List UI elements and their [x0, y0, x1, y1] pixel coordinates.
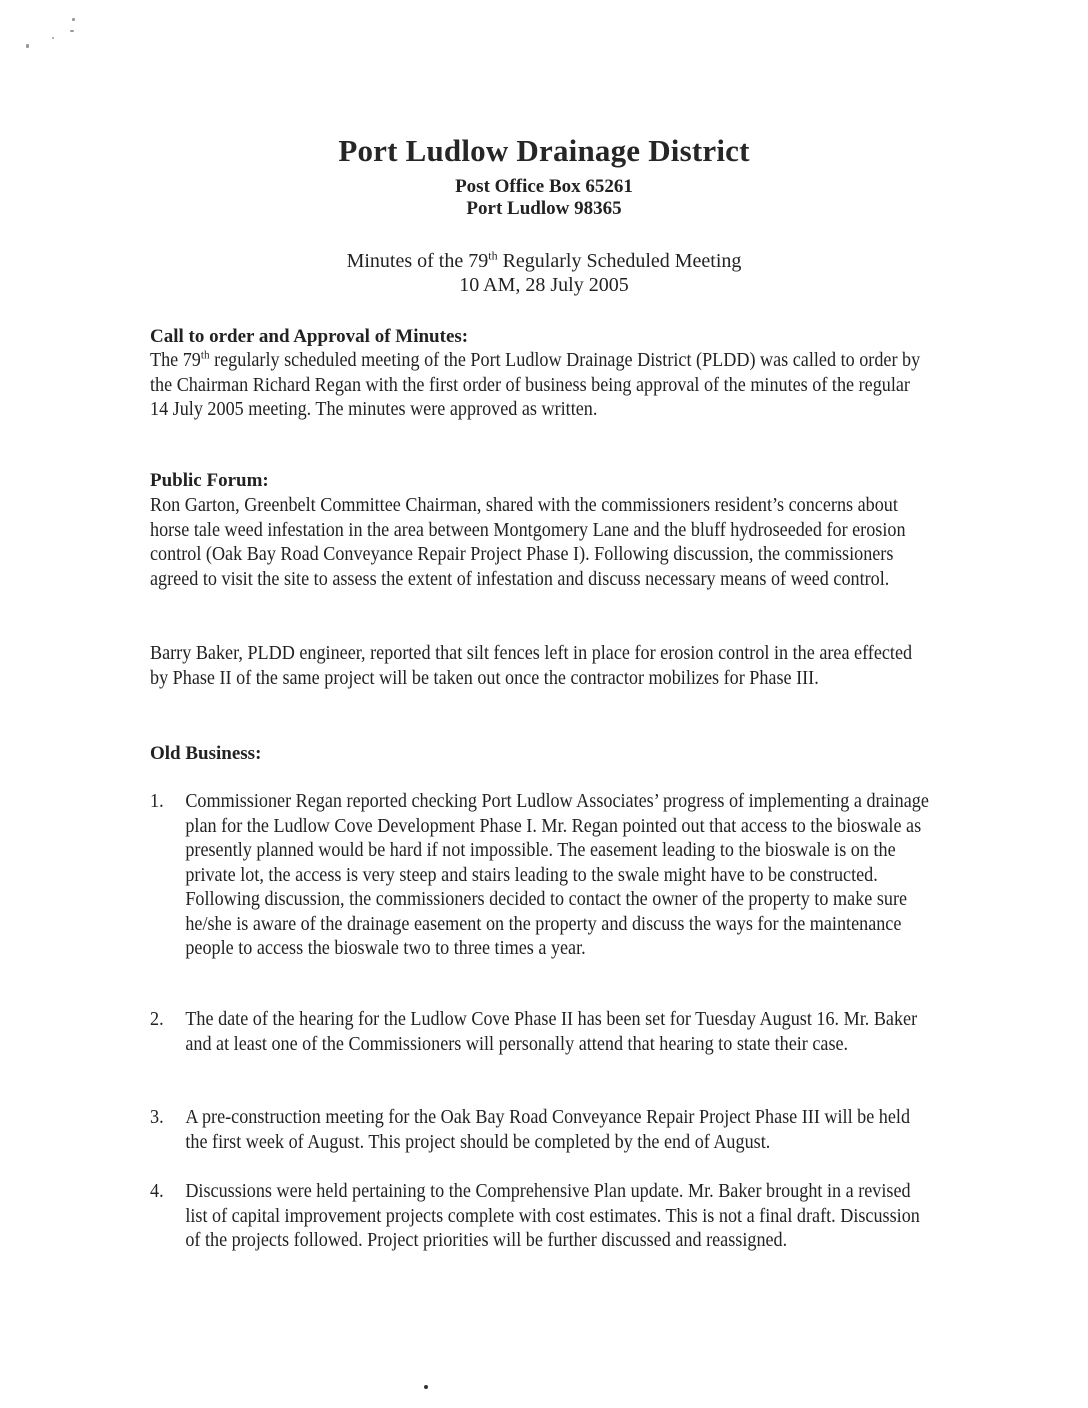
meeting-title-prefix: Minutes of the 79 [346, 250, 489, 272]
list-item [150, 1106, 931, 1155]
meeting-datetime: 10 AM, 28 July 2005 [459, 274, 629, 296]
list-item-number: 2. [150, 1009, 164, 1030]
section-heading-old-business: Old Business: [150, 743, 262, 764]
scan-speck [26, 44, 29, 48]
list-item-text: The date of the hearing for the Ludlow Cove Phase II has been set for Tuesday August 16. Mr. Baker and at least one of the Commissioners will personally attend that hearing to state their case. [185, 1009, 918, 1055]
address-city-zip: Port Ludlow 98365 [466, 198, 622, 219]
list-item-text: Commissioner Regan reported checking Port Ludlow Associates’ progress of implementing a drainage plan for the Ludlow Cove Development Phase I. Mr. Regan pointed out that access to the bioswale as presently planned would be hard if not impossible. The easement leading to the bioswale is on the private lot, the access is very steep and stairs leading to the swale might have to be constructed. Following discussion, the commissioners decided to contact the owner of the property to make sure he/she is aware of the drainage easement on the property and discuss the ways for the maintenance people to access the bioswale two to three times a year. [185, 791, 929, 959]
list-item-text: Discussions were held pertaining to the Comprehensive Plan update. Mr. Baker brought in a revised list of capital improvement projects complete with cost estimates. This is not a final draft. Discussion of the projects followed. Project priorities will be further discussed and reassigned. [185, 1181, 920, 1251]
call-to-order-prefix: The 79 [150, 350, 201, 371]
list-item [150, 790, 931, 962]
list-item [150, 1180, 931, 1254]
document-title: Port Ludlow Drainage District [338, 133, 750, 168]
public-forum-paragraph: Ron Garton, Greenbelt Committee Chairman, shared with the commissioners resident’s concerns about horse tale weed infestation in the area between Montgomery Lane and the bluff hydroseeded for erosion control (Oak Bay Road Conveyance Repair Project Phase I). Following discussion, the commissioners agreed to visit the site to assess the extent of infestation and discuss necessary means of weed control. [150, 495, 906, 590]
scan-speck [52, 37, 54, 39]
list-item-text: A pre-construction meeting for the Oak Bay Road Conveyance Repair Project Phase III will be held the first week of August. This project should be completed by the end of August. [185, 1107, 911, 1153]
list-item-number: 4. [150, 1181, 164, 1202]
meeting-title-ordinal: th [488, 248, 498, 263]
scan-dot [424, 1385, 428, 1389]
scan-speck [70, 30, 74, 32]
public-forum-paragraph: Barry Baker, PLDD engineer, reported that silt fences left in place for erosion control in the area effected by Phase II of the same project will be taken out once the contractor mobilizes for Phase III. [150, 643, 913, 689]
meeting-title-suffix: Regularly Scheduled Meeting [497, 250, 742, 272]
list-item-number: 3. [150, 1107, 164, 1128]
meeting-title [0, 250, 1088, 273]
call-to-order-ordinal: th [200, 347, 210, 362]
call-to-order-text: regularly scheduled meeting of the Port Ludlow Drainage District (PLDD) was called to order by the Chairman Richard Regan with the first order of business being approval of the minutes of the regular 14 July 2005 meeting. The minutes were approved as written. [150, 350, 921, 420]
list-item-number: 1. [150, 791, 164, 812]
list-item [150, 1008, 931, 1057]
address-po-box: Post Office Box 65261 [455, 176, 633, 197]
call-to-order-paragraph [150, 349, 927, 423]
section-heading-public-forum: Public Forum: [150, 470, 269, 491]
section-heading-call-to-order: Call to order and Approval of Minutes: [150, 326, 469, 347]
scan-speck [72, 18, 75, 21]
